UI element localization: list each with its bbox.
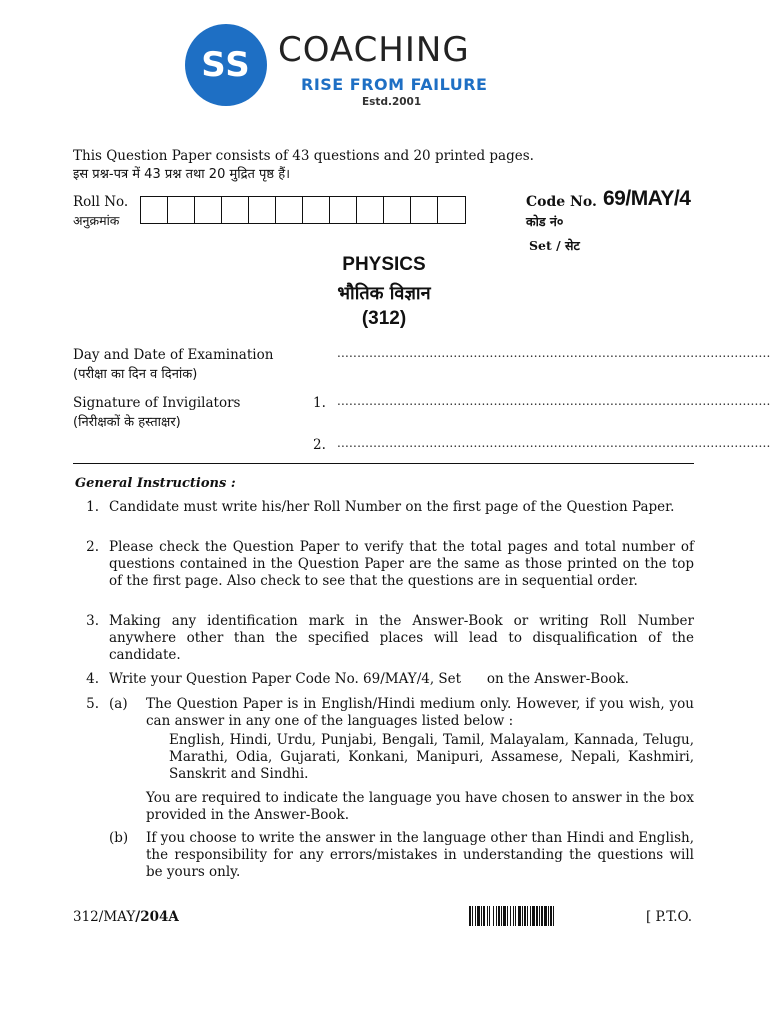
roll-label-en: Roll No. <box>73 194 129 210</box>
roll-number-boxes[interactable] <box>140 196 466 224</box>
sub-item-label: (b) <box>109 830 129 846</box>
roll-digit-box[interactable] <box>411 197 438 223</box>
instruction-number: 5. <box>86 696 99 712</box>
instruction-item <box>73 671 694 688</box>
footer-code-prefix: 312/MAY <box>73 909 136 925</box>
roll-digit-box[interactable] <box>276 197 303 223</box>
instruction-text: Please check the Question Paper to verify that the total pages and total number of questions contained in the Question Paper are the same as those printed on the top of the first page. Also check to see that the questions are in sequential order. <box>109 539 694 589</box>
subject-code: (312) <box>361 308 407 329</box>
logo-monogram: SS <box>185 24 267 106</box>
instruction-item <box>73 539 694 590</box>
roll-digit-box[interactable] <box>330 197 357 223</box>
day-date-field[interactable]: ............................................................................................................ <box>337 346 771 360</box>
signature-label-en: Signature of Invigilators <box>73 395 241 411</box>
subject-title-hi: भौतिक विज्ञान <box>337 283 431 304</box>
sub-item-text: If you choose to write the answer in the language other than Hindi and English, the responsibility for any errors/mistakes in understanding the questions will be yours only. <box>146 830 694 880</box>
instruction-number: 1. <box>86 499 99 515</box>
barcode-image <box>469 906 631 926</box>
paper-info-hi: इस प्रश्न-पत्र में 43 प्रश्न तथा 20 मुद्रित पृष्ठ हैं। <box>73 167 291 182</box>
sub-item-note: You are required to indicate the language you have chosen to answer in the box provided in the Answer-Book. <box>146 790 694 823</box>
set-label: Set / सेट <box>529 238 580 253</box>
code-value: 69/MAY/4 <box>603 187 691 210</box>
instruction-item <box>73 613 694 664</box>
sub-item-text: The Question Paper is in English/Hindi medium only. However, if you wish, you can answer in any one of the languages listed below : <box>146 696 694 729</box>
signature-number-2: 2. <box>313 437 326 453</box>
signature-field-2[interactable]: ............................................................................................................ <box>337 436 771 450</box>
signature-number-1: 1. <box>313 395 326 411</box>
instruction-item <box>73 696 694 886</box>
roll-digit-box[interactable] <box>249 197 276 223</box>
instruction-text: Write your Question Paper Code No. 69/MAY/4, Set on the Answer-Book. <box>109 671 629 687</box>
code-label: Code No. <box>526 194 597 210</box>
logo-tagline: RISE FROM FAILURE <box>301 75 488 94</box>
roll-digit-box[interactable] <box>168 197 195 223</box>
roll-digit-box[interactable] <box>222 197 249 223</box>
instructions-heading: General Instructions : <box>75 476 236 491</box>
divider <box>73 463 694 464</box>
instruction-item <box>73 499 694 516</box>
instruction-text: Making any identification mark in the Answer-Book or writing Roll Number anywhere other than the specified places will lead to disqualification of the candidate. <box>109 613 694 663</box>
footer-code <box>73 909 179 926</box>
pto-label: [ P.T.O. <box>646 909 693 925</box>
code-label-hi: कोड नं० <box>526 214 564 229</box>
logo-name: COACHING <box>278 30 470 70</box>
instruction-number: 2. <box>86 539 99 555</box>
roll-digit-box[interactable] <box>357 197 384 223</box>
signature-field-1[interactable]: ............................................................................................................ <box>337 394 771 408</box>
footer-code-suffix: /204A <box>135 909 179 925</box>
paper-info-en: This Question Paper consists of 43 questions and 20 printed pages. <box>73 148 534 164</box>
roll-digit-box[interactable] <box>141 197 168 223</box>
day-date-label-hi: (परीक्षा का दिन व दिनांक) <box>73 367 198 382</box>
languages-list: English, Hindi, Urdu, Punjabi, Bengali, Tamil, Malayalam, Kannada, Telugu, Marathi, Odia, Gujarati, Konkani, Manipuri, Assamese, Nepali, Kashmiri, Sanskrit and Sindhi. <box>169 732 694 782</box>
roll-digit-box[interactable] <box>195 197 222 223</box>
roll-digit-box[interactable] <box>384 197 411 223</box>
instruction-number: 3. <box>86 613 99 629</box>
instruction-text: Candidate must write his/her Roll Number on the first page of the Question Paper. <box>109 499 675 515</box>
roll-digit-box[interactable] <box>438 197 465 223</box>
subject-title-en: PHYSICS <box>342 254 426 275</box>
roll-digit-box[interactable] <box>303 197 330 223</box>
sub-item-label: (a) <box>109 696 128 712</box>
instruction-number: 4. <box>86 671 99 687</box>
day-date-label-en: Day and Date of Examination <box>73 347 274 363</box>
logo-established: Estd.2001 <box>362 96 422 108</box>
roll-label-hi: अनुक्रमांक <box>73 213 120 228</box>
signature-label-hi: (निरीक्षकों के हस्ताक्षर) <box>73 415 181 430</box>
